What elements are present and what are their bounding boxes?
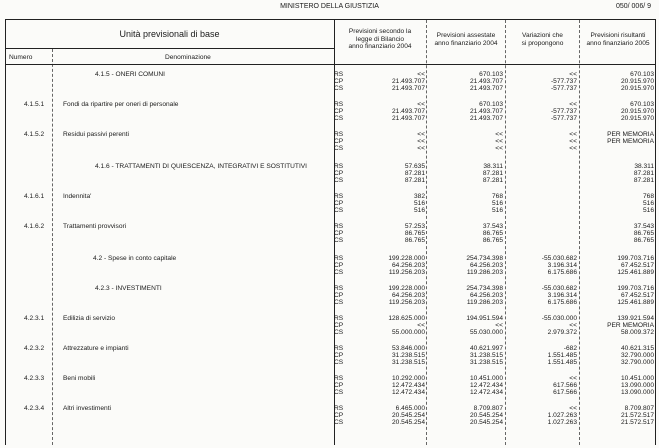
table-row [5,85,656,92]
col3-header-line: Variazioni che [522,32,563,39]
cell-value: 32.790.000 [620,359,654,366]
cell-value: 6.175.686 [547,269,577,276]
table-row [5,352,656,359]
cell-value: << [569,131,577,138]
row-numero: 4.2.3.1 [24,315,45,322]
row-code: CS [334,329,344,336]
cell-value: 20.915.970 [620,85,654,92]
cell-value: 194.951.594 [466,315,503,322]
row-code: CP [334,200,344,207]
table-row [5,115,656,122]
table-row [5,108,656,115]
table-row [5,145,656,152]
row-code: RS [334,375,344,382]
row-denominazione: Attrezzature e impianti [63,345,129,352]
row-code: CP [334,382,344,389]
cell-value: 55.000.000 [391,329,425,336]
cell-value: 1.027.263 [547,419,577,426]
title-rule [5,48,335,49]
row-denominazione: Trattamenti provvisori [63,223,127,230]
cell-value: 6.465.000 [395,405,425,412]
cell-value: 21.493.707 [469,115,503,122]
cell-value: 516 [413,200,425,207]
cell-value: 12.472.434 [391,382,425,389]
table-row [5,223,656,230]
cell-value: 37.543 [633,223,654,230]
cell-value: 8.709.807 [473,405,503,412]
cell-value: 67.452.517 [620,292,654,299]
cell-value: << [569,101,577,108]
row-code: RS [334,223,344,230]
row-code: RS [334,101,344,108]
table-row [5,138,656,145]
cell-value: 119.286.203 [466,299,503,306]
cell-value: << [495,145,503,152]
cell-value: 516 [491,200,503,207]
cell-value: 87.281 [404,177,425,184]
cell-value: 21.572.517 [620,412,654,419]
cell-value: << [569,375,577,382]
row-code: CS [334,419,344,426]
row-code: CS [334,299,344,306]
table-row [5,292,656,299]
cell-value: 516 [413,207,425,214]
row-numero: 4.2.3.4 [24,405,45,412]
row-code: CS [334,145,344,152]
cell-value: 516 [642,207,654,214]
row-denominazione: Indennita' [63,193,92,200]
row-numero: 4.2.3.2 [24,345,45,352]
cell-value: << [417,71,425,78]
table-row [5,255,656,262]
table-row [5,269,656,276]
table-row [5,375,656,382]
row-code: CP [334,78,344,85]
col4-header-line: anno finanziario 2005 [586,39,650,47]
row-code: CP [334,138,344,145]
col1-header-line: anno finanziario 2004 [348,43,412,51]
cell-value: 38.311 [634,163,654,170]
cell-value: 64.256.203 [469,262,503,269]
cell-value: 21.493.707 [469,108,503,115]
table-row [5,230,656,237]
cell-value: -577.737 [550,108,577,115]
cell-value: 199.703.716 [617,255,654,262]
cell-value: 12.472.434 [391,389,425,396]
table-row [5,131,656,138]
header-rule [5,64,656,65]
cell-value: 1.027.263 [547,412,577,419]
col1-header-line: legge di Bilancio [355,35,405,43]
cell-value: 20.545.254 [469,412,503,419]
cell-value: 516 [642,200,654,207]
cell-value: 199.228.000 [388,285,425,292]
table-row [5,412,656,419]
cell-value: 64.256.203 [469,292,503,299]
table-row [5,71,656,78]
cell-value: << [569,138,577,145]
row-code: CP [334,292,344,299]
cell-value: -682 [563,345,577,352]
cell-value: 53.846.000 [391,345,425,352]
cell-value: 21.493.707 [469,85,503,92]
cell-value: 86.765 [404,237,425,244]
row-numero: 4.1.6.2 [24,223,45,230]
cell-value: 139.921.594 [617,315,654,322]
row-code: CS [334,237,344,244]
cell-value: 119.286.203 [466,269,503,276]
cell-value: << [417,145,425,152]
col4-header-line: Previsioni risultanti [590,32,646,39]
cell-value: 86.765 [482,230,503,237]
cell-value: 768 [642,193,654,200]
table-row [5,285,656,292]
cell-value: 57.635 [404,163,425,170]
cell-value: PER MEMORIA [607,322,654,329]
cell-value: 10.451.000 [469,375,503,382]
row-code: CP [334,352,344,359]
table-row [5,78,656,85]
row-denominazione: Altri investimenti [63,405,112,412]
cell-value: 2.979.372 [547,329,577,336]
row-code: RS [334,131,344,138]
cell-value: 10.451.000 [620,375,654,382]
table-row [5,345,656,352]
cell-value: << [417,138,425,145]
cell-value: 55.030.000 [469,329,503,336]
table-row [5,405,656,412]
cell-value: -577.737 [550,115,577,122]
cell-value: 31.238.515 [469,352,503,359]
cell-value: 670.103 [630,71,654,78]
cell-value: 21.493.707 [469,78,503,85]
row-code: CS [334,177,344,184]
cell-value: 3.196.314 [547,292,577,299]
col3-header-line: si propongono [521,39,564,47]
table-row [5,359,656,366]
cell-value: 670.103 [479,71,503,78]
cell-value: 21.493.707 [391,108,425,115]
cell-value: 670.103 [479,101,503,108]
cell-value: 64.256.203 [391,262,425,269]
cell-value: -577.737 [550,78,577,85]
cell-value: 20.545.254 [391,419,425,426]
cell-value: 13.090.000 [620,382,654,389]
table-row [5,200,656,207]
cell-value: << [417,131,425,138]
cell-value: 21.493.707 [391,115,425,122]
cell-value: 199.703.716 [617,285,654,292]
table-row [5,262,656,269]
cell-value: 21.493.707 [391,78,425,85]
cell-value: 86.765 [404,230,425,237]
cell-value: 64.256.203 [391,292,425,299]
cell-value: 31.238.515 [391,352,425,359]
table-row [5,170,656,177]
cell-value: 37.543 [482,223,503,230]
row-numero: 4.1.6.1 [24,193,45,200]
cell-value: 21.493.707 [391,85,425,92]
row-code: CP [334,108,344,115]
row-code: RS [334,71,344,78]
col2-header [427,32,505,47]
cell-value: 10.292.000 [391,375,425,382]
cell-value: PER MEMORIA [607,131,654,138]
row-denominazione: Beni mobili [63,375,96,382]
cell-value: 12.472.434 [469,389,503,396]
cell-value: 86.765 [482,237,503,244]
row-denominazione: Edilizia di servizio [63,315,116,322]
cell-value: 21.572.517 [620,419,654,426]
cell-value: 128.625.000 [388,315,425,322]
col-denominazione-header: Denominazione [165,54,211,61]
cell-value: << [569,322,577,329]
cell-value: 86.765 [633,237,654,244]
cell-value: 8.709.807 [624,405,654,412]
cell-value: << [495,138,503,145]
cell-value: 31.238.515 [391,359,425,366]
row-denominazione: 4.2 - Spese in conto capitale [93,255,177,262]
cell-value: -55.030.682 [541,285,577,292]
table-row [5,207,656,214]
col-numero-header: Numero [9,54,33,61]
row-code: RS [334,255,344,262]
cell-value: 254.734.398 [466,255,503,262]
row-code: CP [334,230,344,237]
col2-header-line: anno finanziario 2004 [434,39,498,47]
cell-value: << [569,71,577,78]
cell-value: -577.737 [550,85,577,92]
ministry-header: MINISTERO DELLA GIUSTIZIA [280,3,379,10]
row-code: RS [334,285,344,292]
row-code: CS [334,85,344,92]
table-row [5,382,656,389]
cell-value: 20.915.970 [620,78,654,85]
cell-value: << [495,322,503,329]
cell-value: 58.009.372 [620,329,654,336]
cell-value: 31.238.515 [469,359,503,366]
cell-value: PER MEMORIA [607,138,654,145]
row-code: RS [334,163,344,170]
cell-value: 20.915.970 [620,108,654,115]
cell-value: 38.311 [483,163,503,170]
cell-value: 67.452.517 [620,262,654,269]
cell-value: 199.228.000 [388,255,425,262]
cell-value: 40.621.315 [620,345,654,352]
table-row [5,163,656,170]
cell-value: 125.461.889 [617,269,654,276]
cell-value: 254.734.398 [466,285,503,292]
table-row [5,329,656,336]
cell-value: 87.281 [633,177,654,184]
cell-value: 1.551.485 [547,352,577,359]
table-row [5,237,656,244]
col3-header [506,32,579,47]
cell-value: 3.196.314 [547,262,577,269]
cell-value: << [417,101,425,108]
cell-value: 20.545.254 [391,412,425,419]
row-code: CS [334,359,344,366]
cell-value: 1.551.485 [547,359,577,366]
cell-value: 57.253 [404,223,425,230]
cell-value: 87.281 [482,177,503,184]
cell-value: -55.030.682 [541,255,577,262]
row-numero: 4.1.5.1 [24,101,45,108]
table-row [5,177,656,184]
row-numero: 4.2.3.3 [24,375,45,382]
cell-value: 768 [491,193,503,200]
cell-value: 670.103 [630,101,654,108]
row-code: RS [334,193,344,200]
cell-value: 516 [491,207,503,214]
page-number: 050/ 006/ 9 [615,3,651,10]
col2-header-line: Previsioni assestate [436,32,496,39]
row-code: CP [334,262,344,269]
row-code: RS [334,345,344,352]
table-row [5,315,656,322]
cell-value: << [417,322,425,329]
row-code: CP [334,322,344,329]
table-row [5,101,656,108]
cell-value: 12.472.434 [469,382,503,389]
table-row [5,193,656,200]
cell-value: 119.256.203 [388,269,425,276]
cell-value: 617.566 [553,389,577,396]
row-code: CP [334,170,344,177]
table-row [5,322,656,329]
col1-header-line: Previsioni secondo la [348,28,412,35]
row-code: CS [334,389,344,396]
row-code: CS [334,115,344,122]
table-row [5,299,656,306]
row-code: CS [334,207,344,214]
cell-value: 20.915.970 [620,115,654,122]
table-title: Unità previsionali di base [119,29,220,39]
cell-value: << [569,145,577,152]
col4-header [581,32,655,47]
cell-value: 87.281 [482,170,503,177]
row-code: RS [334,315,344,322]
row-denominazione: 4.1.5 - ONERI COMUNI [95,71,165,78]
cell-value: 87.281 [404,170,425,177]
cell-value: 13.090.000 [620,389,654,396]
cell-value: 32.790.000 [620,352,654,359]
cell-value: 87.281 [633,170,654,177]
row-denominazione: 4.2.3 - INVESTIMENTI [95,285,162,292]
cell-value: 119.256.203 [388,299,425,306]
cell-value: 40.621.997 [469,345,503,352]
row-code: RS [334,405,344,412]
cell-value: << [495,131,503,138]
cell-value: 20.545.254 [469,419,503,426]
row-denominazione: Fondi da ripartire per oneri di personale [63,101,179,108]
cell-value: 6.175.686 [547,299,577,306]
cell-value: 617.566 [553,382,577,389]
row-code: CS [334,269,344,276]
cell-value: << [569,405,577,412]
col1-header [336,28,424,51]
table-row [5,389,656,396]
table-row [5,419,656,426]
row-denominazione: 4.1.6 - TRATTAMENTI DI QUIESCENZA, INTEGRATIVI E SOSTITUTIVI [95,163,307,170]
cell-value: -55.030.000 [541,315,577,322]
row-denominazione: Residui passivi perenti [63,131,129,138]
row-numero: 4.1.5.2 [24,131,45,138]
row-code: CP [334,412,344,419]
cell-value: 86.765 [633,230,654,237]
budget-table [5,19,656,445]
cell-value: 125.461.889 [617,299,654,306]
cell-value: 382 [413,193,425,200]
